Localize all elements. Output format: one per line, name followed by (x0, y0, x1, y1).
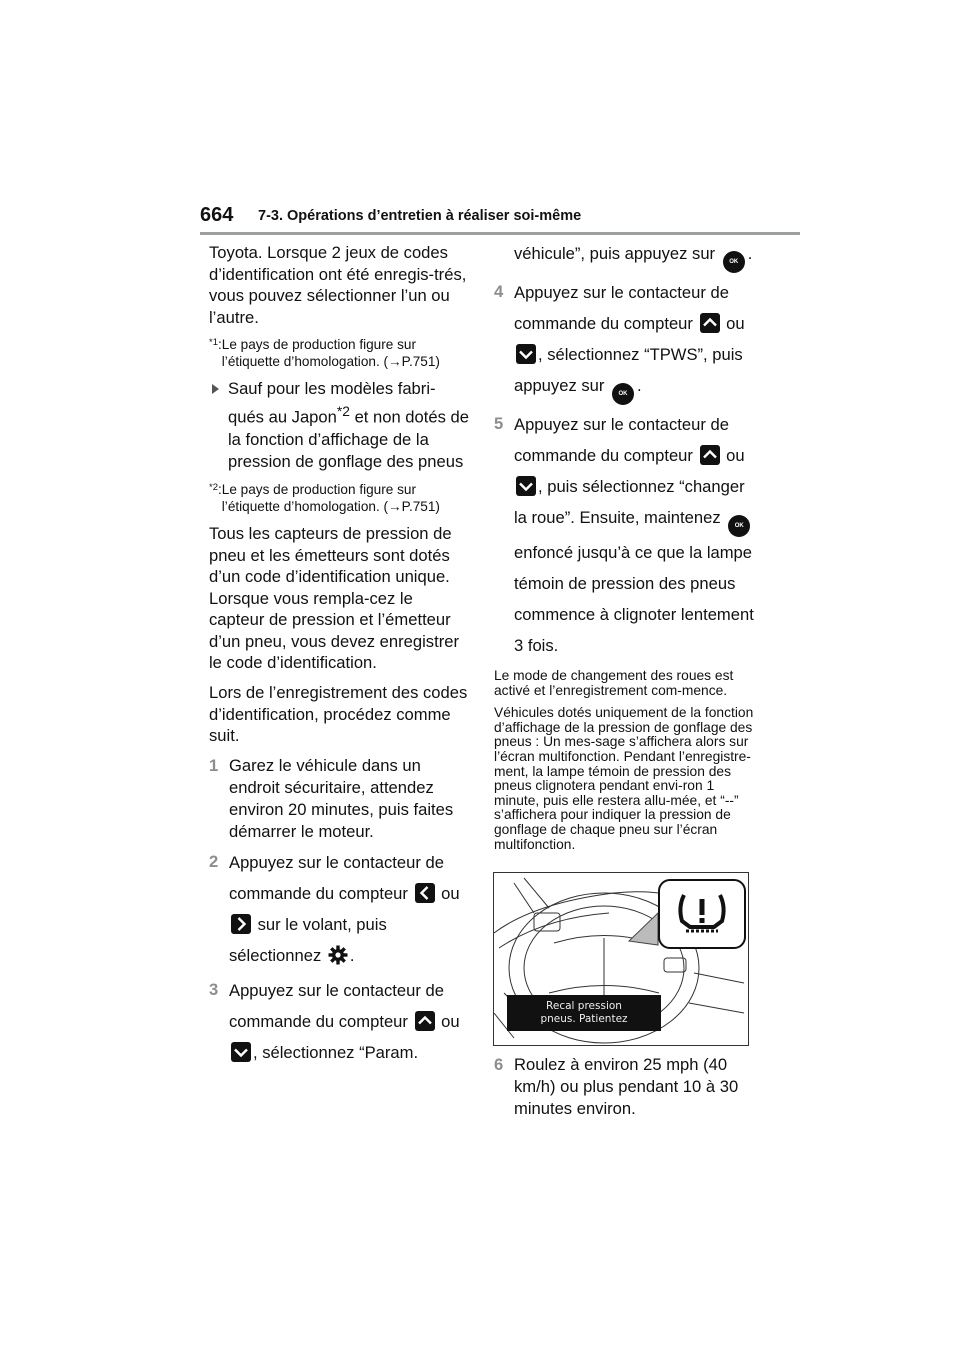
bullet-text: Sauf pour les modèles fabri-qués au Japon (228, 379, 436, 427)
step-text: ou (436, 1011, 460, 1031)
step-6 (494, 1054, 756, 1120)
step-text: véhicule”, puis appuyez sur (514, 244, 720, 263)
step-text: Garez le véhicule dans un endroit sécuritaire, attendez environ 20 minutes, puis faites démarrer le moteur. (229, 755, 454, 841)
bullet-item (209, 378, 471, 473)
step-6-block (494, 1054, 756, 1128)
footnote-mark: *2 (209, 481, 218, 493)
step-text: enfoncé jusqu’à ce que la lampe témoin de pression des pneus commence à clignoter lentement 3 fois. (514, 543, 754, 655)
footnote-2 (209, 481, 471, 515)
step-number: 4 (494, 282, 504, 301)
step-text: . (349, 945, 355, 965)
page-header (200, 200, 800, 240)
tire-pressure-warning-icon (658, 879, 746, 949)
chevron-down-icon (231, 1042, 251, 1062)
step-text: Roulez à environ 25 mph (40 km/h) ou plus pendant 10 à 30 minutes environ. (514, 1055, 739, 1118)
header-rule (200, 232, 800, 235)
step-text: sur le volant, puis sélectionnez (229, 914, 387, 965)
step-3 (209, 979, 471, 1068)
step-text: ou (721, 314, 745, 333)
page-number: 664 (200, 204, 234, 226)
chevron-up-icon (415, 1011, 435, 1031)
step-number: 6 (494, 1055, 504, 1074)
chevron-down-icon (516, 476, 536, 496)
display-message-line: pneus. Patientez (540, 1013, 628, 1025)
step-text: . (637, 376, 642, 395)
footnote-mark: *1 (209, 337, 218, 349)
step-text: . (747, 244, 753, 263)
chevron-down-icon (516, 344, 536, 364)
step-number: 2 (209, 851, 219, 871)
left-column (209, 242, 471, 1076)
bullet-text: et non dotés de la fonction d’affichage de la pression de gonflage des pneus (228, 407, 469, 471)
step-text: Appuyez sur le contacteur de commande du compteur (514, 283, 729, 333)
step-1 (209, 755, 471, 843)
chevron-up-icon (700, 313, 720, 333)
step-5 (494, 413, 756, 661)
footnote-text: Le pays de production figure sur l’étiquette d’homologation. (→P.751) (221, 481, 440, 514)
step-text: ou (721, 446, 745, 465)
intro-paragraph: Toyota. Lorsque 2 jeux de codes d’identification ont été enregis-trés, vous pouvez sélectionner l’un ou l’autre. (209, 243, 467, 327)
step-number: 5 (494, 414, 504, 433)
ok-button-icon: OK (723, 251, 745, 273)
step-text: , sélectionnez “TPWS”, puis appuyez sur (514, 345, 743, 395)
dashboard-illustration (493, 872, 749, 1046)
step-4 (494, 281, 756, 405)
step-2 (209, 851, 471, 971)
step-text: , sélectionnez “Param. (253, 1042, 419, 1062)
step-text: , puis sélectionnez “changer la roue”. Ensuite, maintenez (514, 477, 745, 527)
triangle-bullet-icon (212, 384, 219, 394)
chevron-left-icon (415, 883, 435, 903)
footnote-colon: : (218, 481, 222, 497)
step-text: Appuyez sur le contacteur de commande du compteur (229, 980, 444, 1031)
step-text: Appuyez sur le contacteur de commande du compteur (514, 415, 729, 465)
sensor-paragraph: Tous les capteurs de pression de pneu et les émetteurs sont dotés d’un code d’identification unique. Lorsque vous rempla-cez le capteur de pression et l’émetteur d’un pneu, vous devez enregistrer le code d’identification. (209, 523, 459, 673)
footnote-ref: *2 (336, 403, 350, 420)
step-number: 1 (209, 755, 219, 775)
footnote-colon: : (218, 337, 222, 353)
ok-button-icon: OK (612, 383, 634, 405)
section-title: 7-3. Opérations d’entretien à réaliser soi-même (258, 208, 582, 224)
ok-button-icon: OK (728, 515, 750, 537)
footnote-1 (209, 336, 471, 370)
chevron-up-icon (700, 445, 720, 465)
step-text: ou (436, 883, 460, 903)
chevron-right-icon (231, 914, 251, 934)
footnote-text: Le pays de production figure sur l’étiquette d’homologation. (→P.751) (221, 337, 440, 370)
info-paragraph: Le mode de changement des roues est activé et l’enregistrement com-mence. (494, 668, 734, 698)
step-number: 3 (209, 979, 219, 999)
gear-icon (328, 944, 348, 964)
step-text: Appuyez sur le contacteur de commande du compteur (229, 852, 444, 903)
info-paragraph: Véhicules dotés uniquement de la fonction d’affichage de la pression de gonflage des pneus : Un mes-sage s’affichera alors sur l’écran multifonction. Pendant l’enregistre-ment, la lampe témoin de pression des pneus clignotera pendant envi-ron 1 minute, puis elle restera allu-mée, et “--” s’affichera pour indiquer la pression de gonflage de chaque pneu sur l’écran multifonction. (494, 705, 754, 852)
right-column (494, 242, 756, 860)
display-message-line: Recal pression (546, 1000, 622, 1012)
procedure-intro: Lors de l’enregistrement des codes d’identification, procédez comme suit. (209, 683, 468, 746)
multi-info-display (507, 995, 661, 1031)
step-3-continued (494, 242, 756, 273)
